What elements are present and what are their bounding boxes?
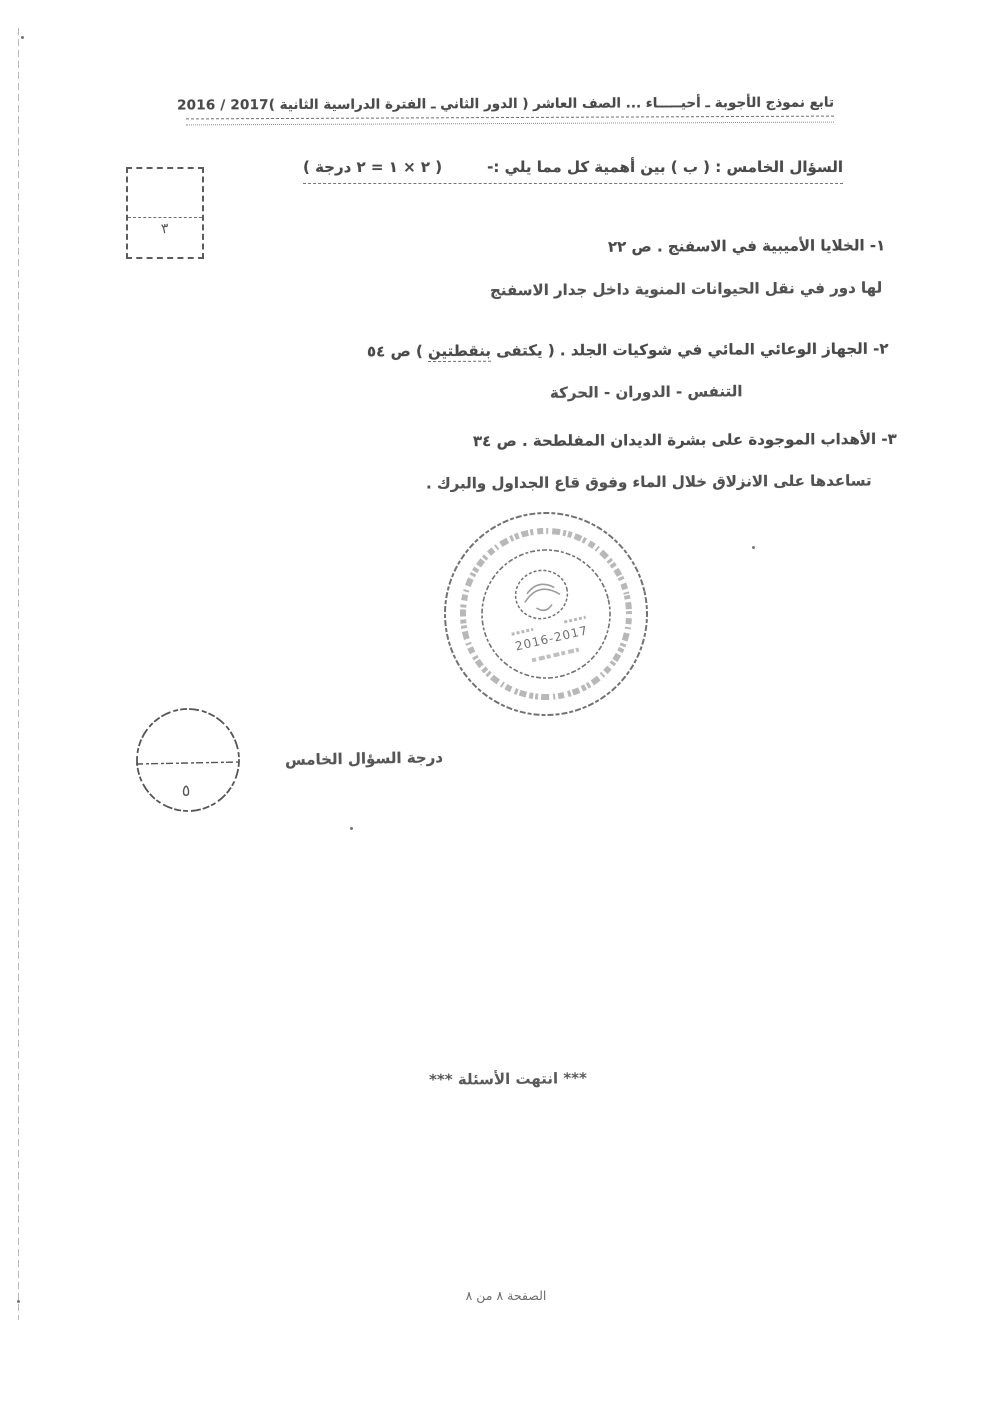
scan-speck [21, 36, 24, 39]
question-underline [303, 183, 843, 184]
page-number-footer: الصفحة ٨ من ٨ [465, 1288, 547, 1303]
stamp-lower-text-illegible [532, 650, 579, 661]
answer-item-1-heading: ١- الخلايا الأميبية في الاسفنج . ص ٢٢ [607, 236, 886, 256]
stamp-curved-text-illegible [446, 514, 645, 713]
header-underline [186, 116, 834, 126]
document-header [177, 94, 835, 114]
official-school-stamp [416, 484, 675, 743]
end-of-questions-note: *** انتهت الأسئلة *** [428, 1069, 587, 1089]
question-line [303, 158, 843, 176]
scan-edge-artifact [18, 28, 19, 1320]
stamp-emblem [511, 565, 572, 623]
stamp-inner-ring [469, 537, 623, 691]
question-marks: ( ٢ × ١ = ٢ درجة ) [303, 158, 443, 176]
answer-item-2-heading [367, 340, 889, 361]
answer-item-2-heading-end: ) ص ٥٤ [367, 342, 429, 361]
scan-speck [350, 827, 353, 830]
score-box [126, 167, 204, 259]
header-title: تابع نموذج الأجوبة ـ أحيـــــاء ... الصف العاشر ( الدور الثاني ـ الفترة الدراسية الثانية ) [268, 94, 835, 114]
grade-circle-divider [136, 762, 240, 764]
answer-item-2-text: التنفس - الدوران - الحركة [549, 382, 743, 402]
grade-value: ٥ [181, 781, 191, 800]
answer-item-3-text: تساعدها على الانزلاق خلال الماء وفوق قاع الجداول والبرك . [426, 471, 873, 493]
score-box-mark: ٣ [160, 220, 170, 238]
header-school-year: 2017 / 2016 [177, 97, 269, 114]
grade-label: درجة السؤال الخامس [284, 748, 444, 770]
answer-item-3-heading: ٣- الأهداب الموجودة على بشرة الديدان المفلطحة . ص ٣٤ [473, 429, 898, 451]
question-title: السؤال الخامس : ( ب ) بين أهمية كل مما يلي :- [487, 158, 843, 176]
stamp-years: 2016-2017 [513, 623, 590, 654]
scan-speck [752, 546, 755, 549]
answer-item-2-heading-start: ٢- الجهاز الوعائي المائي في شوكيات الجلد . ( يكتفى [491, 339, 890, 360]
answer-item-1-text: لها دور في نقل الحيوانات المنوية داخل جدار الاسفنج [489, 278, 883, 300]
stamp-emblem-detail [522, 581, 563, 614]
answer-item-2-heading-underlined: بنقطتين [428, 341, 492, 361]
question-grade-circle [132, 704, 244, 816]
scan-speck [17, 1300, 20, 1303]
